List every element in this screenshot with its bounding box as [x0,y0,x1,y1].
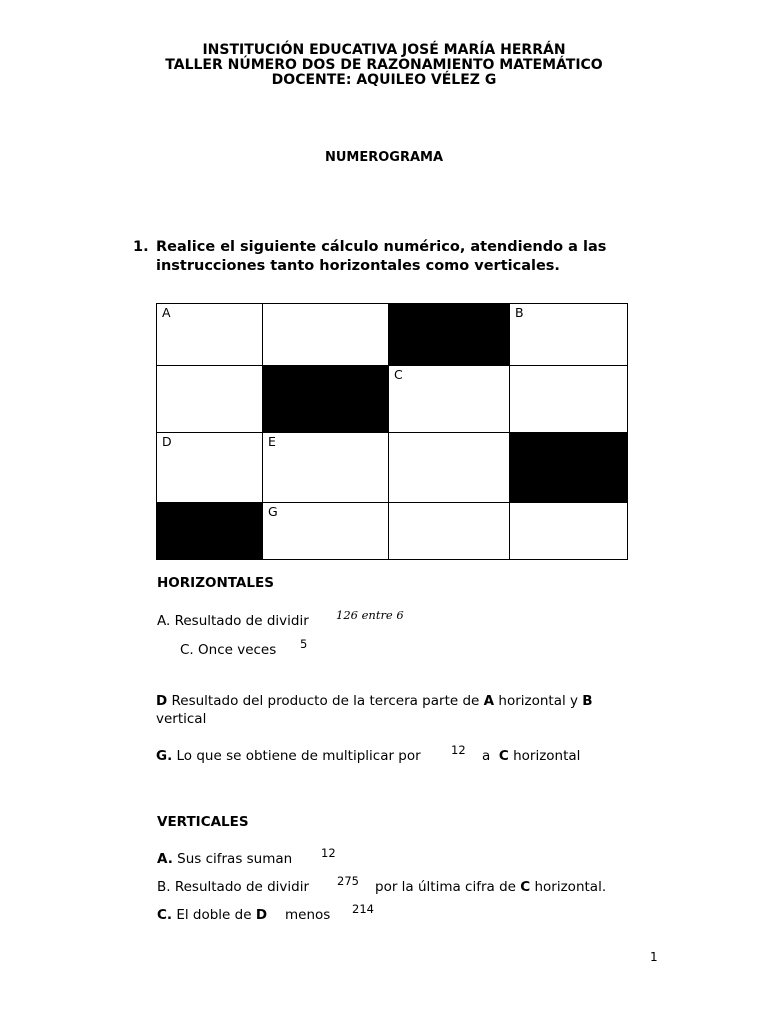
verticales-heading: VERTICALES [157,814,249,830]
horizontales-heading: HORIZONTALES [157,575,274,591]
cell-label: E [268,434,276,449]
cell-label: B [515,305,524,320]
grid-cell[interactable] [389,366,510,433]
horizontal-g-line: G. Lo que se obtiene de multiplicar por [156,748,421,764]
workshop-title: TALLER NÚMERO DOS DE RAZONAMIENTO MATEMÁTICO [165,57,603,73]
horizontal-a-expression: 126 entre 6 [336,608,404,622]
cell-label [510,503,627,504]
vertical-c-line: C. El doble de D [157,907,268,923]
grid-cell[interactable] [510,366,628,433]
horizontal-c-text: C. Once veces [180,642,277,658]
grid-cell-black [510,433,628,503]
grid-cell[interactable] [510,503,628,560]
grid-cell[interactable] [389,503,510,560]
cell-label: D [162,434,172,449]
grid-row [157,433,628,503]
numerogram-grid [156,303,628,560]
grid-cell[interactable] [263,433,389,503]
cell-label: A [162,305,171,320]
cell-label [389,503,509,504]
grid-cell[interactable] [263,503,389,560]
grid-row [157,304,628,366]
grid-cell[interactable] [157,366,263,433]
horizontal-c-expression: 5 [300,637,308,651]
page-number: 1 [650,950,658,964]
horizontal-g-tail: a C horizontal [482,748,581,764]
cell-label [389,433,509,434]
horizontal-g-expression: 12 [451,743,466,757]
vertical-a-expression: 12 [321,846,336,860]
teacher-name: DOCENTE: AQUILEO VÉLEZ G [271,72,497,88]
vertical-a-line: A. Sus cifras suman [157,851,293,867]
horizontal-d-line-2: vertical [156,711,207,727]
vertical-b-text: B. Resultado de dividir [157,879,310,895]
grid-cell-black [389,304,510,366]
grid-row [157,503,628,560]
grid-cell[interactable] [157,304,263,366]
horizontal-a-text: A. Resultado de dividir [157,613,309,629]
grid-cell[interactable] [157,433,263,503]
page-title: NUMEROGRAMA [324,150,444,165]
cell-label: G [268,504,278,519]
vertical-c-expression: 214 [352,902,374,916]
grid-cell[interactable] [510,304,628,366]
question-line-2: instrucciones tanto horizontales como verticales. [156,258,560,274]
vertical-b-tail: por la última cifra de C horizontal. [375,879,607,895]
cell-label: C [394,367,403,382]
cell-label [157,366,262,367]
horizontal-g-label: G. [156,748,173,764]
question-number: 1. [133,239,149,255]
horizontal-d-label: D [156,693,168,709]
cell-label [263,304,388,305]
horizontal-d-line: D Resultado del producto de la tercera parte de A horizontal y B [156,693,593,709]
vertical-c-menos: menos [285,907,331,923]
grid-row [157,366,628,433]
school-name: INSTITUCIÓN EDUCATIVA JOSÉ MARÍA HERRÁN [202,42,566,58]
grid-cell[interactable] [389,433,510,503]
cell-label [510,366,627,367]
vertical-b-expression: 275 [337,874,359,888]
grid-cell-black [157,503,263,560]
grid-cell-black [263,366,389,433]
grid-cell[interactable] [263,304,389,366]
question-line-1: Realice el siguiente cálculo numérico, atendiendo a las [156,239,607,255]
